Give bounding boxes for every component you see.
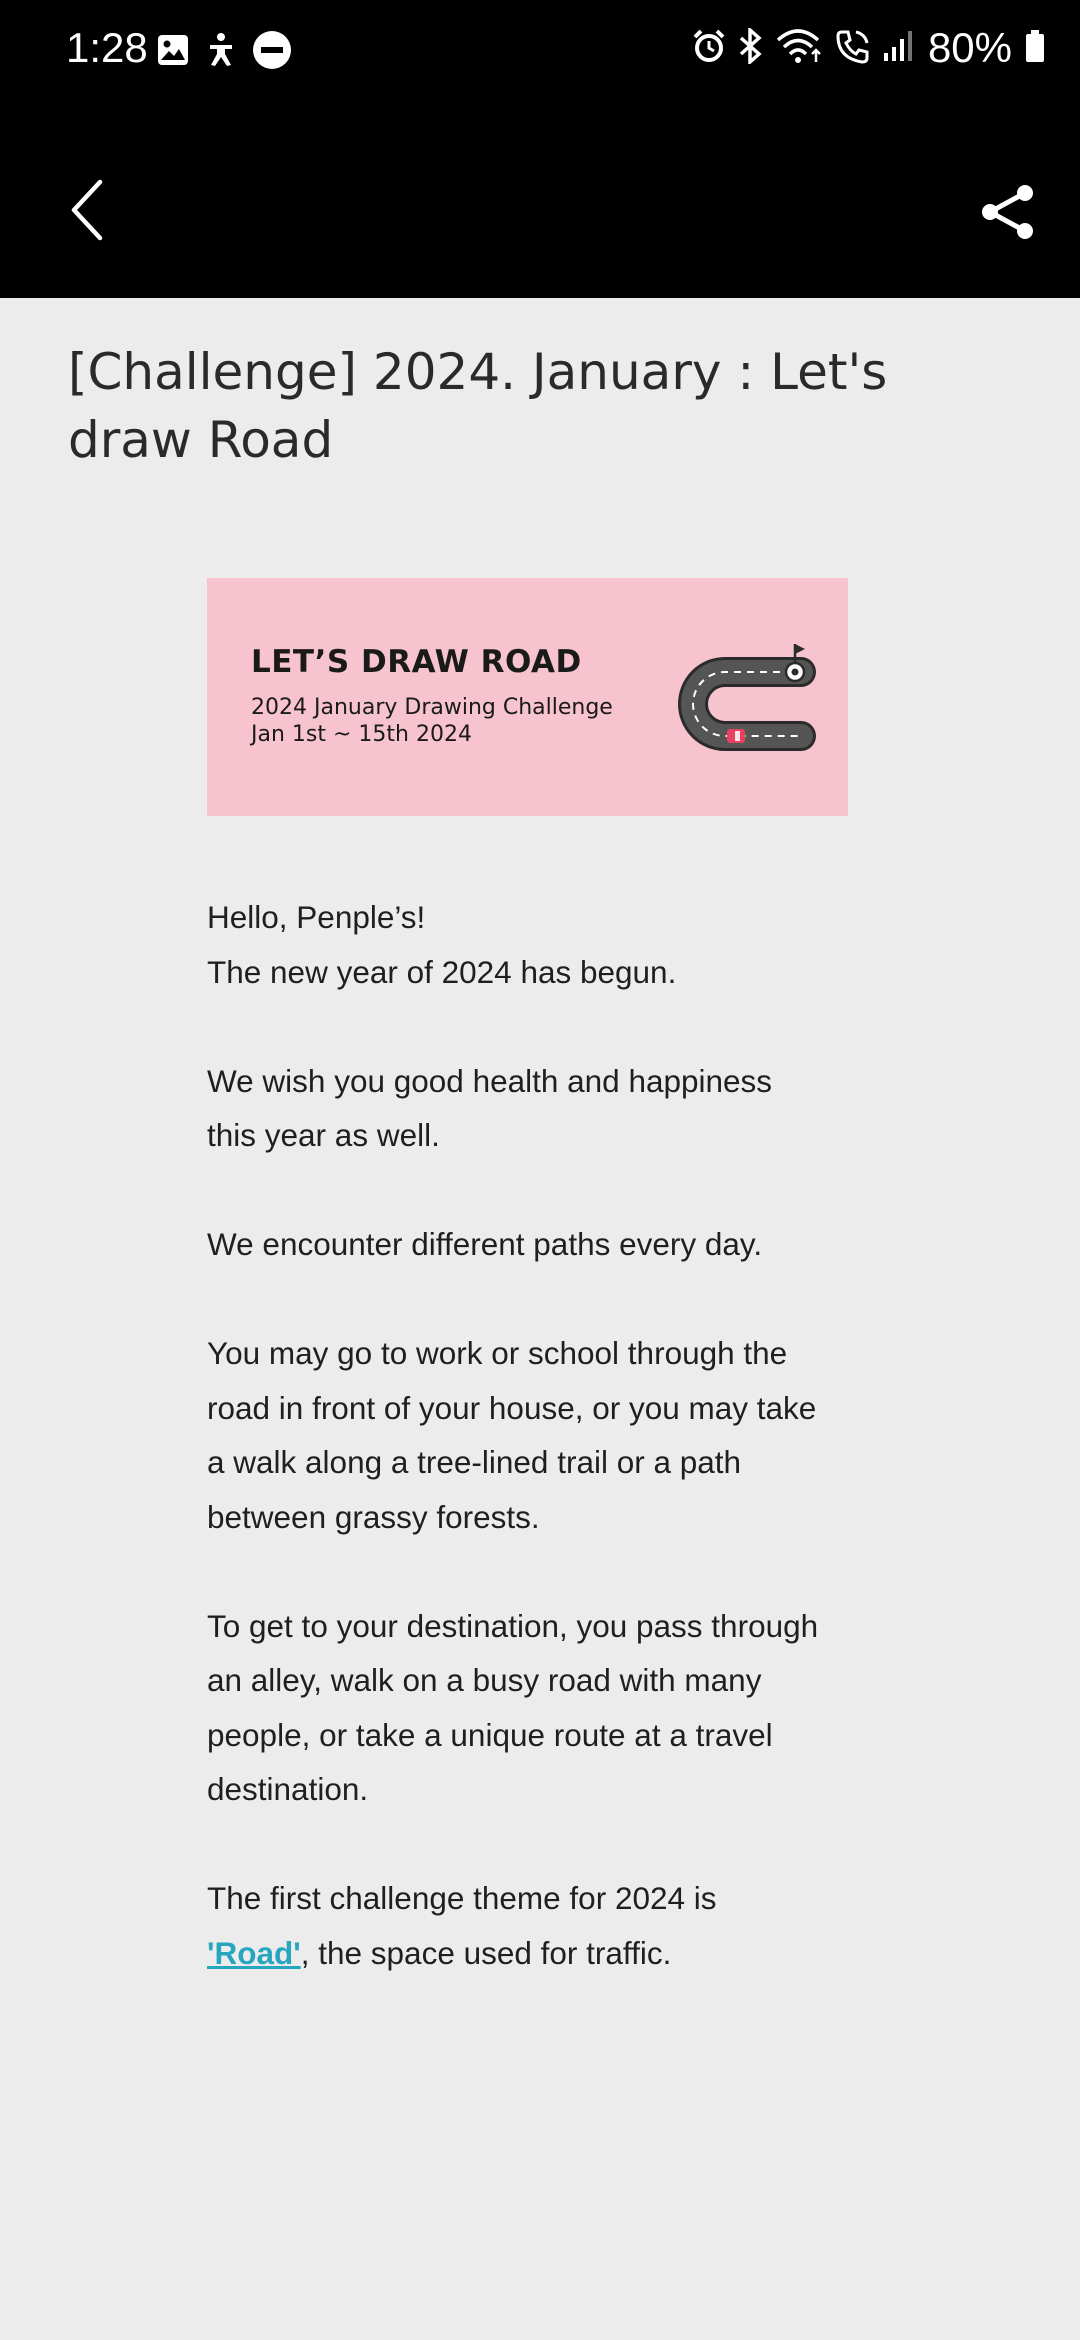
article-title: [Challenge] 2024. January : Let's draw Road (68, 343, 888, 469)
road-illustration (673, 636, 823, 760)
battery-percent: 80% (927, 24, 1012, 71)
image-icon (156, 33, 190, 72)
status-bar (0, 0, 1080, 96)
status-left-icons (156, 30, 292, 75)
status-right (692, 22, 1046, 74)
share-icon (976, 180, 1040, 244)
banner-title: LET’S DRAW ROAD (251, 644, 582, 680)
theme-text-after: , the space used for traffic. (300, 1934, 672, 1971)
chevron-left-icon (52, 174, 122, 244)
top-bar (0, 0, 1080, 298)
bluetooth-icon (738, 28, 764, 69)
paragraph-paths: We encounter different paths every day. (207, 1226, 763, 1262)
banner-subtitle: 2024 January Drawing Challenge (251, 695, 613, 720)
paragraph-wishes: We wish you good health and happiness this year as well. (207, 1062, 773, 1153)
paragraph-greeting (207, 890, 827, 999)
paragraph-commute: You may go to work or school through the road in front of your house, or you may take a walk along a tree-lined trail or a path between grassy forests. (207, 1335, 817, 1535)
challenge-banner (207, 578, 848, 816)
paragraph-theme (207, 1871, 827, 1980)
road-link[interactable]: 'Road' (207, 1934, 301, 1971)
new-year-line: The new year of 2024 has begun. (207, 953, 677, 990)
alarm-icon (692, 28, 726, 69)
accessibility-icon (204, 32, 238, 73)
do-not-disturb-icon (252, 30, 292, 75)
banner-dates: Jan 1st ~ 15th 2024 (251, 722, 472, 747)
wifi-icon (776, 28, 822, 69)
paragraph-destination: To get to your destination, you pass through an alley, walk on a busy road with many people, or take a unique route at a travel destination. (207, 1607, 819, 1807)
greeting-line: Hello, Penple’s! (207, 899, 426, 935)
back-button[interactable] (52, 174, 122, 244)
share-button[interactable] (976, 180, 1040, 244)
battery-icon (1024, 28, 1046, 69)
article-body (207, 890, 827, 2035)
signal-icon (882, 29, 916, 68)
theme-text-before: The first challenge theme for 2024 is (207, 1880, 717, 1916)
app-toolbar (0, 150, 1080, 270)
status-time: 1:28 (66, 24, 148, 71)
wifi-calling-icon (834, 28, 870, 69)
